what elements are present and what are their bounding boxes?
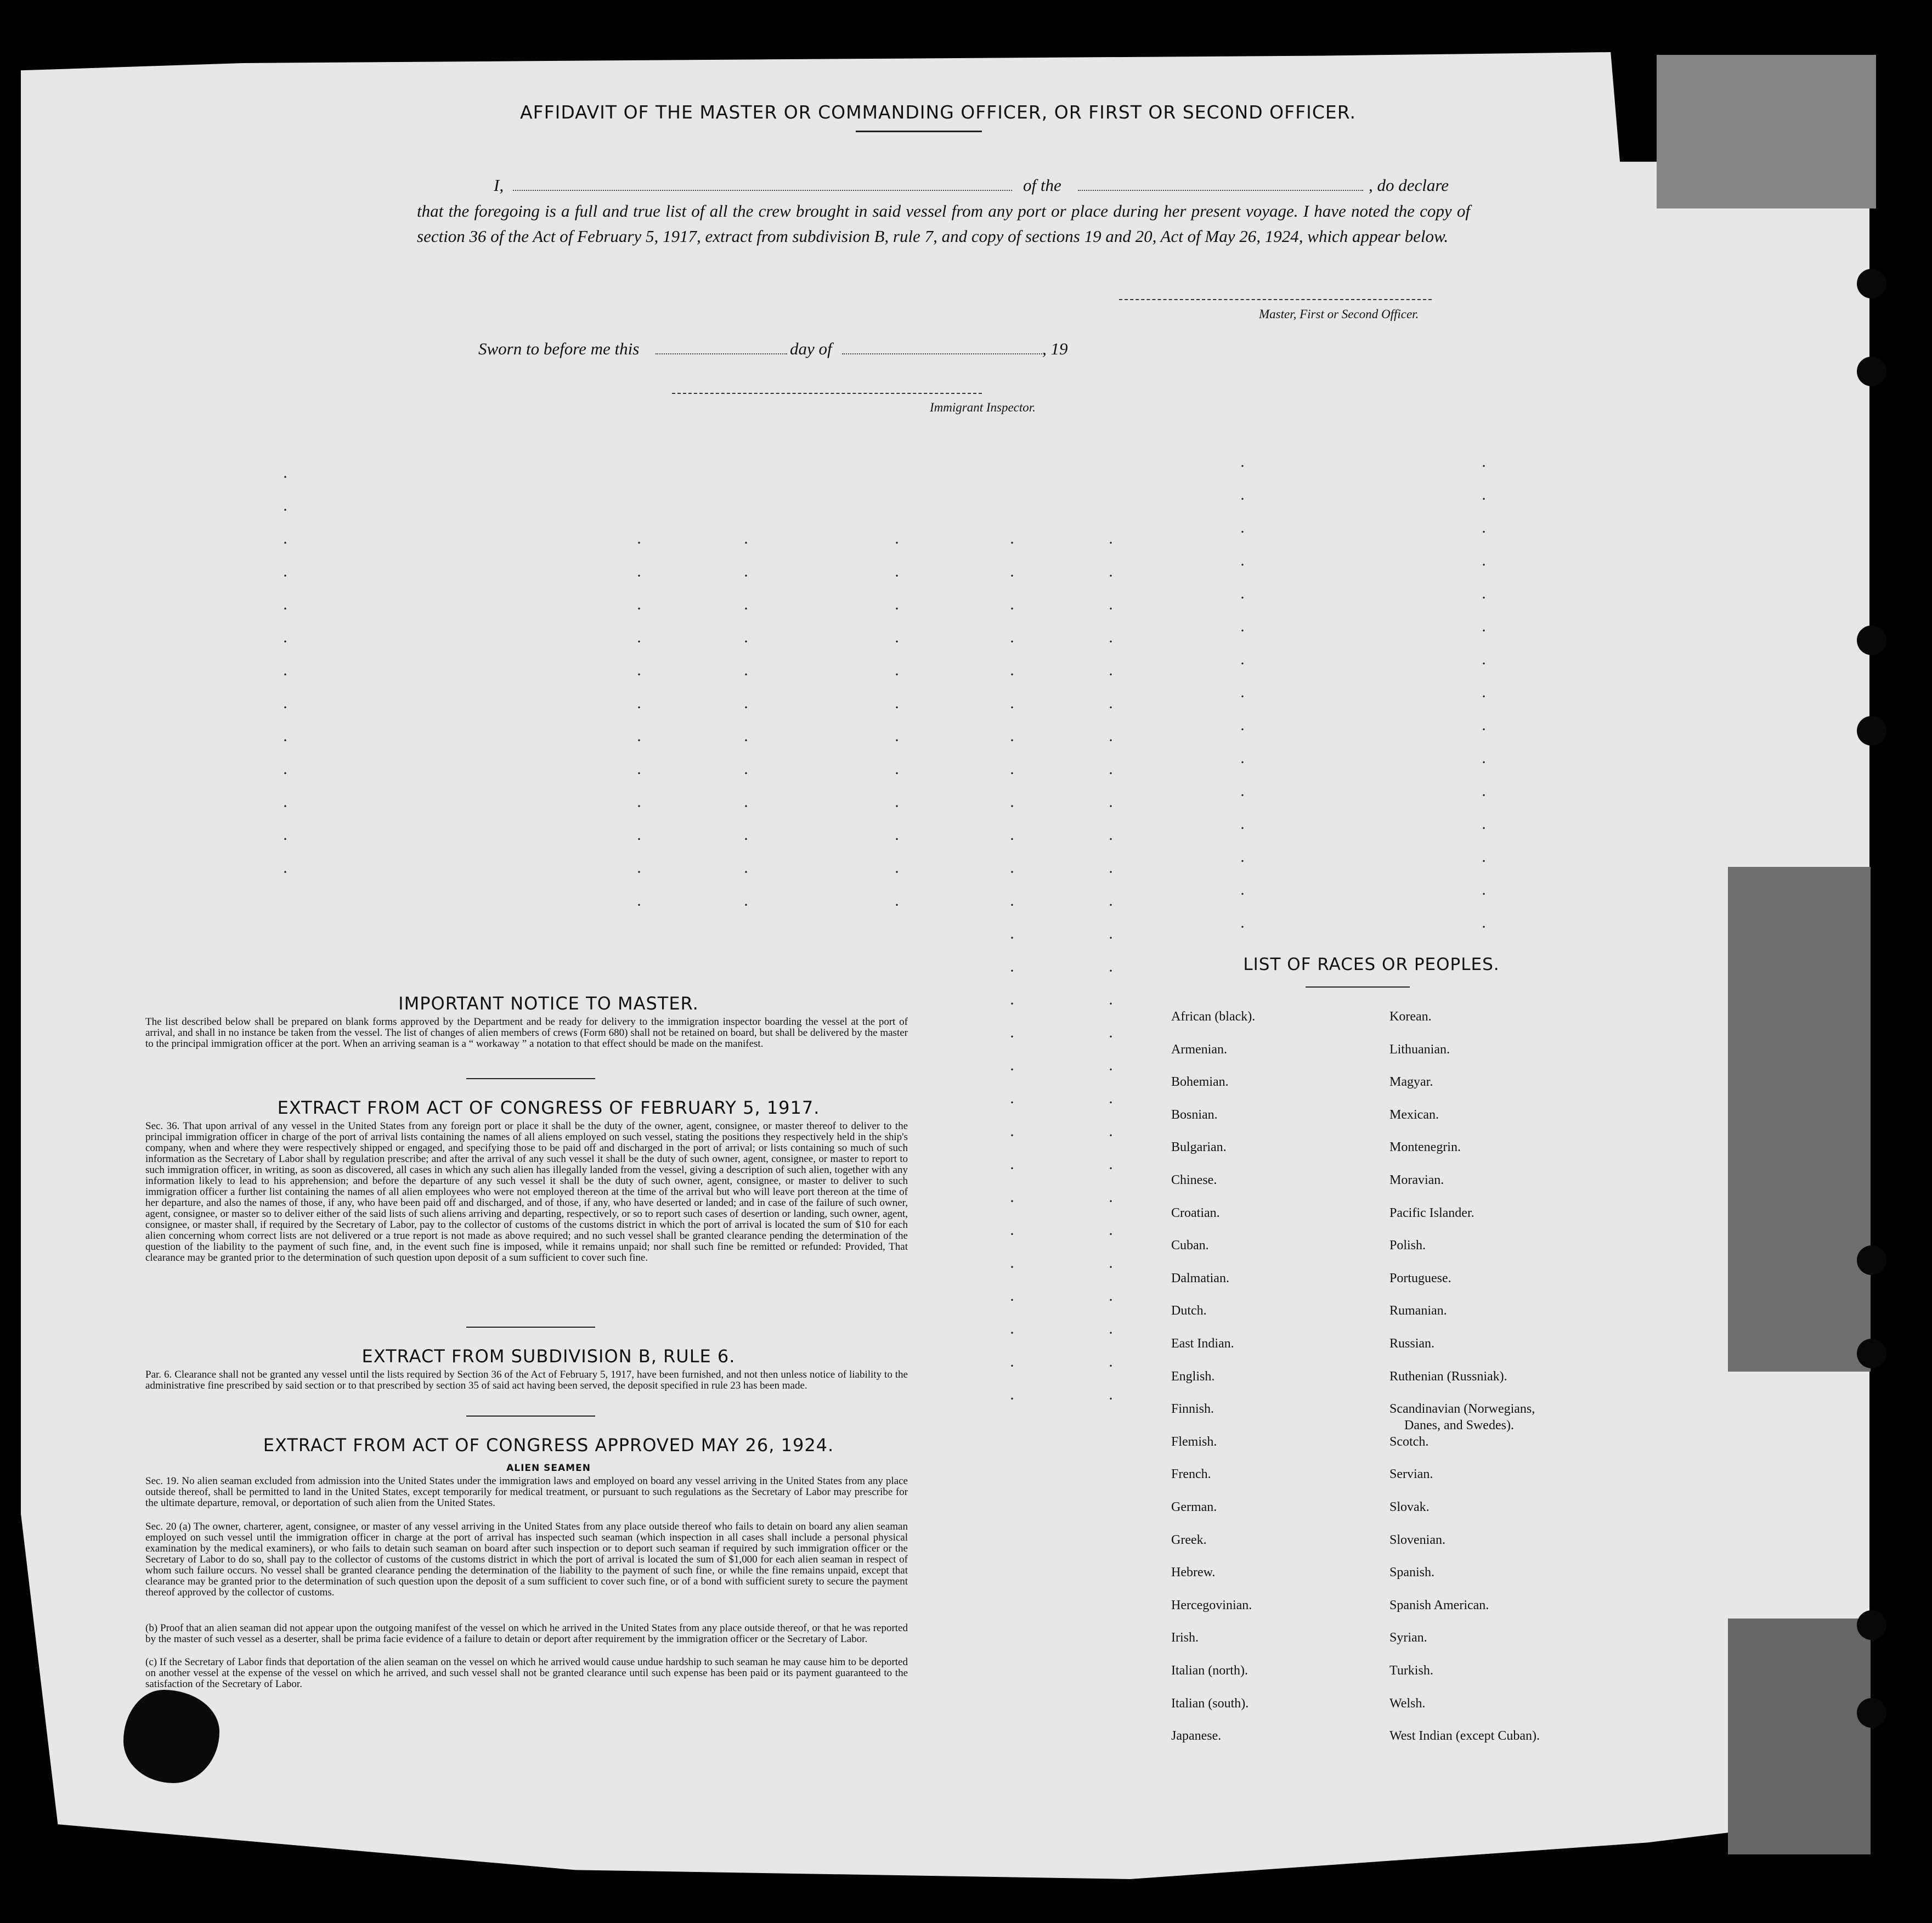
alien-seamen-subtitle: ALIEN SEAMEN	[506, 1463, 591, 1474]
affidavit-title: AFFIDAVIT OF THE MASTER OR COMMANDING OFFICER, OR FIRST OR SECOND OFFICER.	[520, 101, 1356, 123]
tab-strip-top	[1657, 55, 1876, 208]
tab-strip-bottom	[1728, 1619, 1871, 1854]
declarant-label: I,	[494, 176, 504, 195]
race-right-item: Spanish.	[1389, 1565, 1435, 1580]
race-right-item: Scotch.	[1389, 1435, 1429, 1449]
race-right-item: Welsh.	[1389, 1696, 1426, 1711]
sec-20c-text: (c) If the Secretary of Labor finds that deportation of the alien seaman on the vessel on which he arrived would cause undue hardship to such seaman he may cause him to be deported on another vessel at the expense of the vessel on which he arrived, and such vessel shall not be granted clearance until such expense has been paid or its payment guaranteed to the satisfaction of the Secretary of Labor.	[145, 1656, 908, 1690]
punch-hole	[1857, 1245, 1886, 1275]
race-right-item: Portuguese.	[1389, 1271, 1451, 1285]
day-of-label: day of	[790, 339, 832, 358]
race-right-item: Rumanian.	[1389, 1304, 1447, 1318]
punch-hole	[1857, 1698, 1886, 1728]
race-left-item: African (black).	[1171, 1010, 1256, 1024]
inspector-signature-line[interactable]	[672, 393, 982, 394]
race-left-item: East Indian.	[1171, 1336, 1234, 1351]
race-left-item: French.	[1171, 1467, 1211, 1481]
extract-1924-title: EXTRACT FROM ACT OF CONGRESS APPROVED MAY 26, 1924.	[263, 1435, 834, 1456]
affidavit-body: that the foregoing is a full and true list of all the crew brought in said vessel from any port or place during her present voyage. I have noted the copy of section 36 of the Act of February 5, 1917, extract from subdivision B, rule 7, and copy of sections 19 and 20, Act of May 26, 1924, which appear below.	[417, 201, 1470, 246]
race-right-item: Russian.	[1389, 1336, 1435, 1351]
race-right-item: Pacific Islander.	[1389, 1206, 1475, 1220]
race-right-item: Korean.	[1389, 1010, 1432, 1024]
sworn-month-field[interactable]	[842, 353, 1042, 354]
vessel-name-field[interactable]	[1078, 190, 1363, 191]
race-left-item: Chinese.	[1171, 1173, 1217, 1187]
race-right-item: Mexican.	[1389, 1108, 1439, 1122]
race-right-item: Slovenian.	[1389, 1533, 1445, 1547]
race-right-item: Slovak.	[1389, 1500, 1430, 1514]
race-right-item: Turkish.	[1389, 1663, 1433, 1678]
race-left-item: Hercegovinian.	[1171, 1598, 1252, 1612]
race-right-item: West Indian (except Cuban).	[1389, 1729, 1540, 1743]
year-label: , 19	[1042, 339, 1068, 358]
race-left-item: Italian (south).	[1171, 1696, 1249, 1711]
race-left-item: Flemish.	[1171, 1435, 1217, 1449]
punch-hole	[1857, 357, 1886, 386]
race-left-item: Hebrew.	[1171, 1565, 1216, 1580]
race-left-item: Cuban.	[1171, 1238, 1209, 1253]
punch-hole	[1857, 1610, 1886, 1640]
race-item-continuation: Danes, and Swedes).	[1404, 1418, 1514, 1433]
race-right-item: Moravian.	[1389, 1173, 1444, 1187]
dot-column: · · · · · · · · · · · ·	[636, 534, 642, 914]
sec-20a-text: Sec. 20 (a) The owner, charterer, agent, consignee, or master of any vessel arriving in the United States from any place outside thereof who fails to detain on board any alien seaman employed on such vessel until the immigration officer in charge at the port of arrival has inspected such seaman (which inspection in all cases shall include a personal physical examination by the medical examiners), or who fails to detain such seaman on board after such inspection or to deport such seaman if required by such immigration officer or the Secretary of Labor to do so, shall pay to the collector of customs of the customs district in which the port of arrival is located the sum of $1,000 for each alien seaman in respect of whom such failure occurs. No vessel shall be granted clearance pending the determination of the liability to the payment of such fine, or while the fine remains unpaid, except that clearance may be granted prior to the determination of such question upon the deposit of a sum sufficient to cover such fine, or of a bond with sufficient surety to secure the payment thereof approved by the collector of customs.	[145, 1521, 908, 1598]
punch-hole	[1857, 1339, 1886, 1368]
race-right-item: Ruthenian (Russniak).	[1389, 1369, 1507, 1384]
races-title-rule	[1306, 986, 1410, 988]
race-left-item: Greek.	[1171, 1533, 1207, 1547]
master-signature-caption: Master, First or Second Officer.	[1259, 307, 1419, 321]
vessel-label: of the	[1023, 176, 1061, 195]
master-signature-line[interactable]	[1119, 299, 1432, 300]
sec-19-text: Sec. 19. No alien seaman excluded from admission into the United States under the immigration laws and employed on board any vessel arriving in the United States from any place outside thereof, shall be permitted to land in the United States, except temporarily for medical treatment, or pursuant to such regulations as the Secretary of Labor may prescribe for the ultimate departure, removal, or deportation of such alien from the United States.	[145, 1475, 908, 1509]
extract-1917-title: EXTRACT FROM ACT OF CONGRESS OF FEBRUARY 5, 1917.	[277, 1097, 820, 1118]
race-left-item: Dalmatian.	[1171, 1271, 1229, 1285]
race-right-item: Magyar.	[1389, 1075, 1433, 1089]
dot-column: · · · · · · · · · · · · · · · · · · · · · · · · · · ·	[1009, 534, 1015, 1408]
race-left-item: Irish.	[1171, 1631, 1199, 1645]
race-right-item: Montenegrin.	[1389, 1140, 1461, 1154]
race-left-item: English.	[1171, 1369, 1215, 1384]
notice-title: IMPORTANT NOTICE TO MASTER.	[398, 993, 699, 1014]
dot-column: · · · · · · · · · · · · · · ·	[1481, 457, 1487, 936]
section-rule	[466, 1327, 595, 1328]
race-left-item: Japanese.	[1171, 1729, 1222, 1743]
race-right-item: Servian.	[1389, 1467, 1433, 1481]
tab-strip-middle	[1728, 867, 1871, 1372]
race-left-item: Bosnian.	[1171, 1108, 1218, 1122]
race-right-item: Lithuanian.	[1389, 1042, 1450, 1057]
dot-column: · · · · · · · · · · · ·	[743, 534, 749, 914]
document-page	[21, 52, 1869, 1879]
declare-text: , do declare	[1369, 176, 1449, 195]
races-title: LIST OF RACES OR PEOPLES.	[1243, 955, 1500, 974]
race-left-item: Italian (north).	[1171, 1663, 1248, 1678]
race-right-item: Polish.	[1389, 1238, 1426, 1253]
notice-text: The list described below shall be prepared on blank forms approved by the Department and be ready for delivery to the immigration inspector boarding the vessel at the port of arrival, and shall in no instance be taken from the vessel. The list of changes of alien members of crews (Form 680) shall not be retained on board, but shall be delivered by the master to the principal immigration officer at the port. When an arriving seaman is a “ workaway ” a notation to that effect should be made on the manifest.	[145, 1016, 908, 1050]
race-right-item: Spanish American.	[1389, 1598, 1489, 1612]
race-left-item: Bulgarian.	[1171, 1140, 1227, 1154]
section-rule	[466, 1416, 595, 1417]
dot-column: · · · · · · · · · · · · · · · · · · · · · · · · · · ·	[1108, 534, 1114, 1408]
inspector-caption: Immigrant Inspector.	[930, 401, 1036, 414]
sec-20b-text: (b) Proof that an alien seaman did not appear upon the outgoing manifest of the vessel on which he arrived in the United States from any place outside thereof, or that he was reported by the master of such vessel as a deserter, shall be prima facie evidence of a failure to detain or deport after requirement by the immigration officer or the Secretary of Labor.	[145, 1622, 908, 1645]
punch-hole	[1857, 716, 1886, 746]
section-rule	[466, 1078, 595, 1079]
extract-1917-text: Sec. 36. That upon arrival of any vessel in the United States from any foreign port or place it shall be the duty of the owner, agent, consignee, or master thereof to deliver to the principal immigration officer in charge of the port of arrival lists containing the names of all aliens employed on such vessel, stating the positions they respectively held in the ship's company, when and where they were respectively shipped or engaged, and specifying those to be paid off and discharged in the port of arrival; or lists containing so much of such information as the Secretary of Labor shall by regulation prescribe; and after the arrival of any such vessel it shall be the duty of such owner, agent, consignee, or master to report to such immigration officer, in writing, as soon as discovered, all cases in which any such alien has illegally landed from the vessel, giving a description of such alien, together with any information likely to lead to his apprehension; and before the departure of any such vessel it shall be the duty of such owner, agent, consignee, or master to deliver to such immigration officer a further list containing the names of all alien employees who were not employed thereon at the time of the arrival but who will leave port thereon at the time of her departure, and also the names of those, if any, who have been paid off and discharged, and of those, if any, who have deserted or landed; and in case of the failure of such owner, agent, consignee, or master so to deliver either of the said lists of such aliens arriving and departing, respectively, or so to report such cases of desertion or landing, such owner, agent, consignee, or master shall, if required by the Secretary of Labor, pay to the collector of customs of the customs district in which the port of arrival is located the sum of $10 for each alien concerning whom correct lists are not delivered or a true report is not made as above required; and no such vessel shall be granted clearance pending the determination of the question of the liability to the payment of such fine, and, in the event such fine is imposed, while it remains unpaid; nor shall such fine be remitted or refunded: Provided, That clearance may be granted prior to the determination of such question upon deposit of a sum sufficient to cover such fine.	[145, 1120, 908, 1264]
dot-column: · · · · · · · · · · · · ·	[283, 468, 288, 881]
race-left-item: Croatian.	[1171, 1206, 1220, 1220]
sworn-day-field[interactable]	[656, 353, 787, 354]
race-left-item: German.	[1171, 1500, 1217, 1514]
race-left-item: Dutch.	[1171, 1304, 1207, 1318]
declarant-name-field[interactable]	[513, 190, 1012, 191]
rule-6-title: EXTRACT FROM SUBDIVISION B, RULE 6.	[361, 1346, 736, 1367]
punch-hole	[1857, 269, 1886, 298]
title-rule	[856, 131, 982, 132]
rule-6-text: Par. 6. Clearance shall not be granted any vessel until the lists required by Section 36 of the Act of February 5, 1917, have been furnished, and not then unless notice of liability to the administrative fine prescribed by said section or to that prescribed by section 35 of said act having been served, the deposit specified in rule 23 has been made.	[145, 1369, 908, 1391]
sworn-label: Sworn to before me this	[478, 339, 640, 358]
dot-column: · · · · · · · · · · · · · · ·	[1240, 457, 1245, 936]
race-left-item: Finnish.	[1171, 1402, 1214, 1416]
race-right-item: Scandinavian (Norwegians,	[1389, 1402, 1535, 1416]
punch-hole	[1857, 625, 1886, 655]
dot-column: · · · · · · · · · · · ·	[894, 534, 900, 914]
race-left-item: Bohemian.	[1171, 1075, 1229, 1089]
race-right-item: Syrian.	[1389, 1631, 1427, 1645]
race-left-item: Armenian.	[1171, 1042, 1227, 1057]
